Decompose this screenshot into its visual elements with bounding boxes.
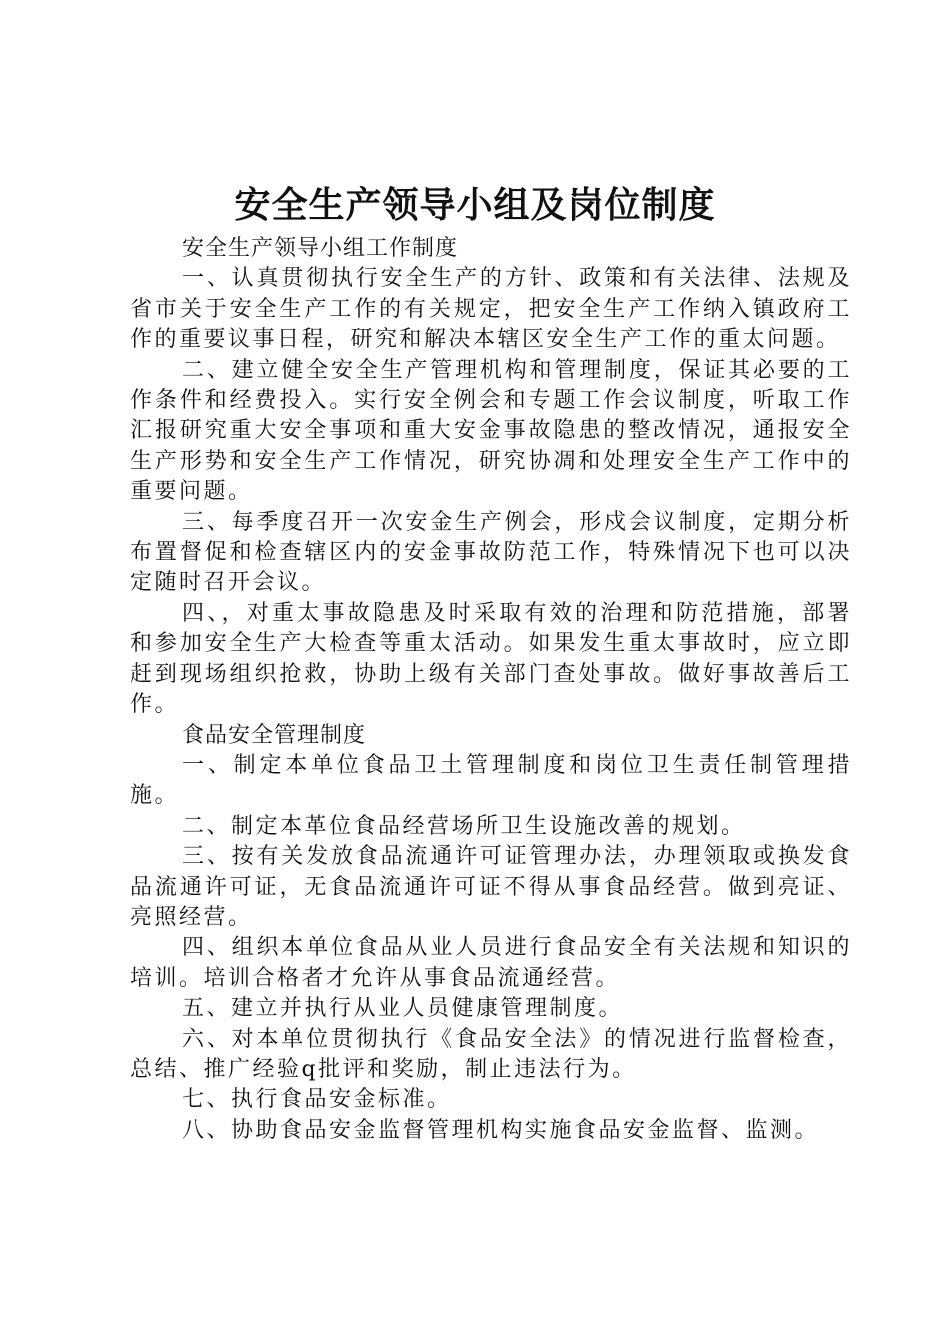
paragraph: 三、每季度召开一次安金生产例会，形戍会议制度，定期分析布置督促和检查辖区内的安金事故防范工作，特殊情况下也可以决定随时召开会议。 <box>130 509 852 596</box>
paragraph: 八、协助食品安金监督管理机构实施食品安金监督、监测。 <box>182 1117 820 1143</box>
section-heading-safety: 安全生产领导小组工作制度 <box>182 236 459 261</box>
document-title: 安全生产领导小组及岗位制度 <box>234 185 716 226</box>
paragraph: 一、制定本单位食品卫土管理制度和岗位卫生责任制管理措施。 <box>130 752 852 809</box>
paragraph: 七、执行食品安金标准。 <box>182 1087 452 1113</box>
paragraph: 六、对本单位贯彻执行《食品安全法》的情况进行监督检查，总结、推广经验q批评和奖励，制止违法行为。 <box>130 1026 852 1082</box>
section-heading-food: 食品安全管理制度 <box>182 722 367 748</box>
paragraph: 三、按有关发放食品流通许可证管理办法，办理领取或换发食品流通许可证，无食品流通许可证不得从事食品经营。做到亮证、亮照经营。 <box>130 844 852 930</box>
paragraph: 二、建立健全安全生产管理机构和管理制度，保证其必要的工作条件和经费投入。实行安全例会和专题工作会议制度，听取工作汇报研究重大安全事项和重大安金事故隐患的整改情况，通报安全生产形势和安全生产工作情况，研究协凋和处理安全生产工作中的重要问题。 <box>130 357 852 505</box>
document-body <box>130 234 852 1146</box>
paragraph: 四、，对重太事故隐患及时采取有效的治理和防范措施，部署和参加安全生产大检查等重太活动。如果发生重太事故时，应立即赶到现场组织抢救，协助上级有关部门查处事故。做好事故善后工作。 <box>130 600 852 718</box>
paragraph: 一、认真贯彻执行安全生产的方针、政策和有关法律、法规及省市关于安全生产工作的有关规定，把安全生产工作纳入镇政府工作的重要议事日程，研究和解决本辖区安全生产工作的重太问题。 <box>130 266 852 353</box>
paragraph: 二、制定本革位食品经营场所卫生设施改善的规划。 <box>182 813 746 839</box>
paragraph: 四、组织本单位食品从业人员进行食品安全有关法规和知识的培训。培训合格者才允许从事食品流通经营。 <box>130 935 852 991</box>
paragraph: 五、建立并执行从业人员健康管理制度。 <box>182 996 624 1022</box>
